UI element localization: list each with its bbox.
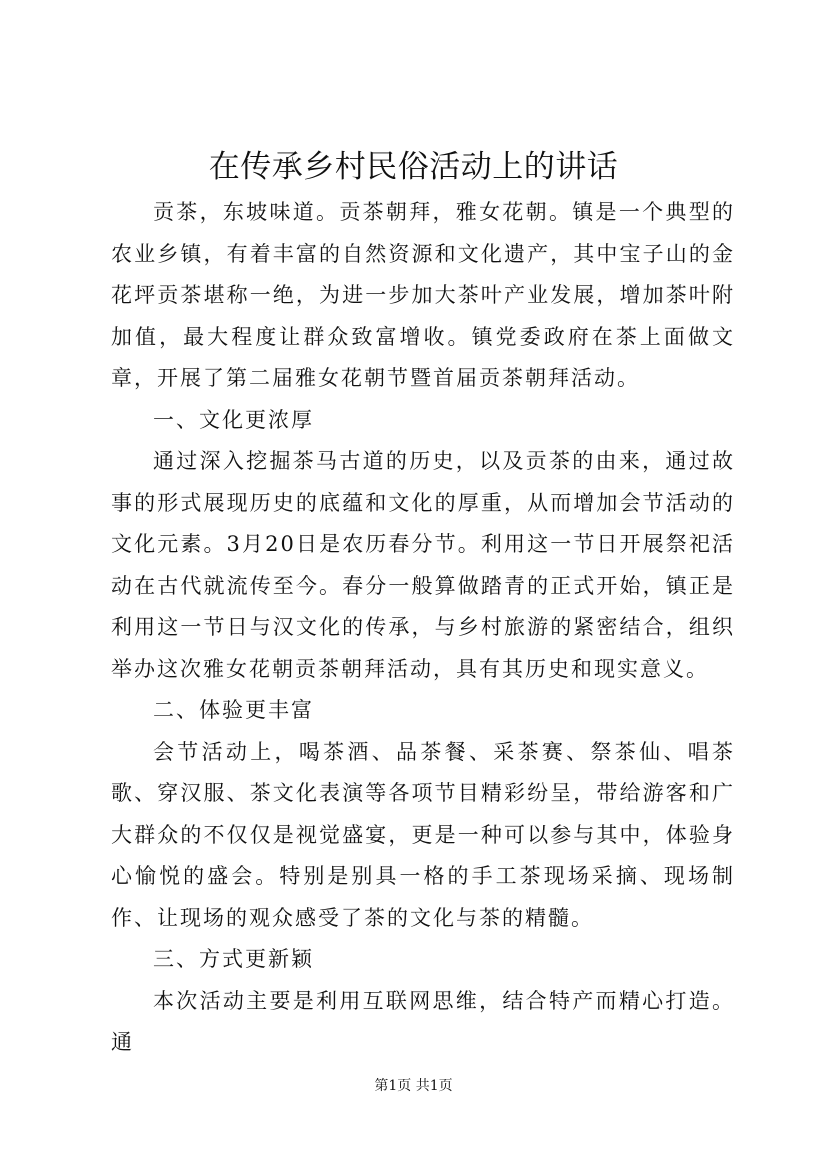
- document-body: [111, 192, 735, 1064]
- document-title: 在传承乡村民俗活动上的讲话: [208, 149, 619, 185]
- section-heading-experience: 二、体验更丰富: [153, 698, 314, 722]
- paragraph-method: 本次活动主要是利用互联网思维，结合特产而精心打造。通: [111, 988, 735, 1054]
- section-heading-method: 三、方式更新颖: [153, 947, 314, 971]
- paragraph-culture: 通过深入挖掘茶马古道的历史，以及贡茶的由来，通过故事的形式展现历史的底蕴和文化的厚重，从而增加会节活动的文化元素。3月20日是农历春分节。利用这一节日开展祭祀活动在古代就流传至今。春分一般算做踏青的正式开始，镇正是利用这一节日与汉文化的传承，与乡村旅游的紧密结合，组织举办这次雅女花朝贡茶朝拜活动，具有其历史和现实意义。: [111, 449, 735, 681]
- section-heading-culture: 一、文化更浓厚: [153, 407, 314, 432]
- paragraph-intro: 贡茶，东坡味道。贡茶朝拜，雅女花朝。镇是一个典型的农业乡镇，有着丰富的自然资源和文化遗产，其中宝子山的金花坪贡茶堪称一绝，为进一步加大茶叶产业发展，增加茶叶附加值，最大程度让群众致富增收。镇党委政府在茶上面做文章，开展了第二届雅女花朝节暨首届贡茶朝拜活动。: [111, 200, 735, 390]
- paragraph-experience: 会节活动上，喝茶酒、品茶餐、采茶赛、祭茶仙、唱茶歌、穿汉服、茶文化表演等各项节目精彩纷呈，带给游客和广大群众的不仅仅是视觉盛宴，更是一种可以参与其中，体验身心愉悦的盛会。特别是别具一格的手工茶现场采摘、现场制作、让现场的观众感受了茶的文化与茶的精髓。: [111, 739, 735, 930]
- page-footer: 第1页 共1页: [374, 1078, 453, 1094]
